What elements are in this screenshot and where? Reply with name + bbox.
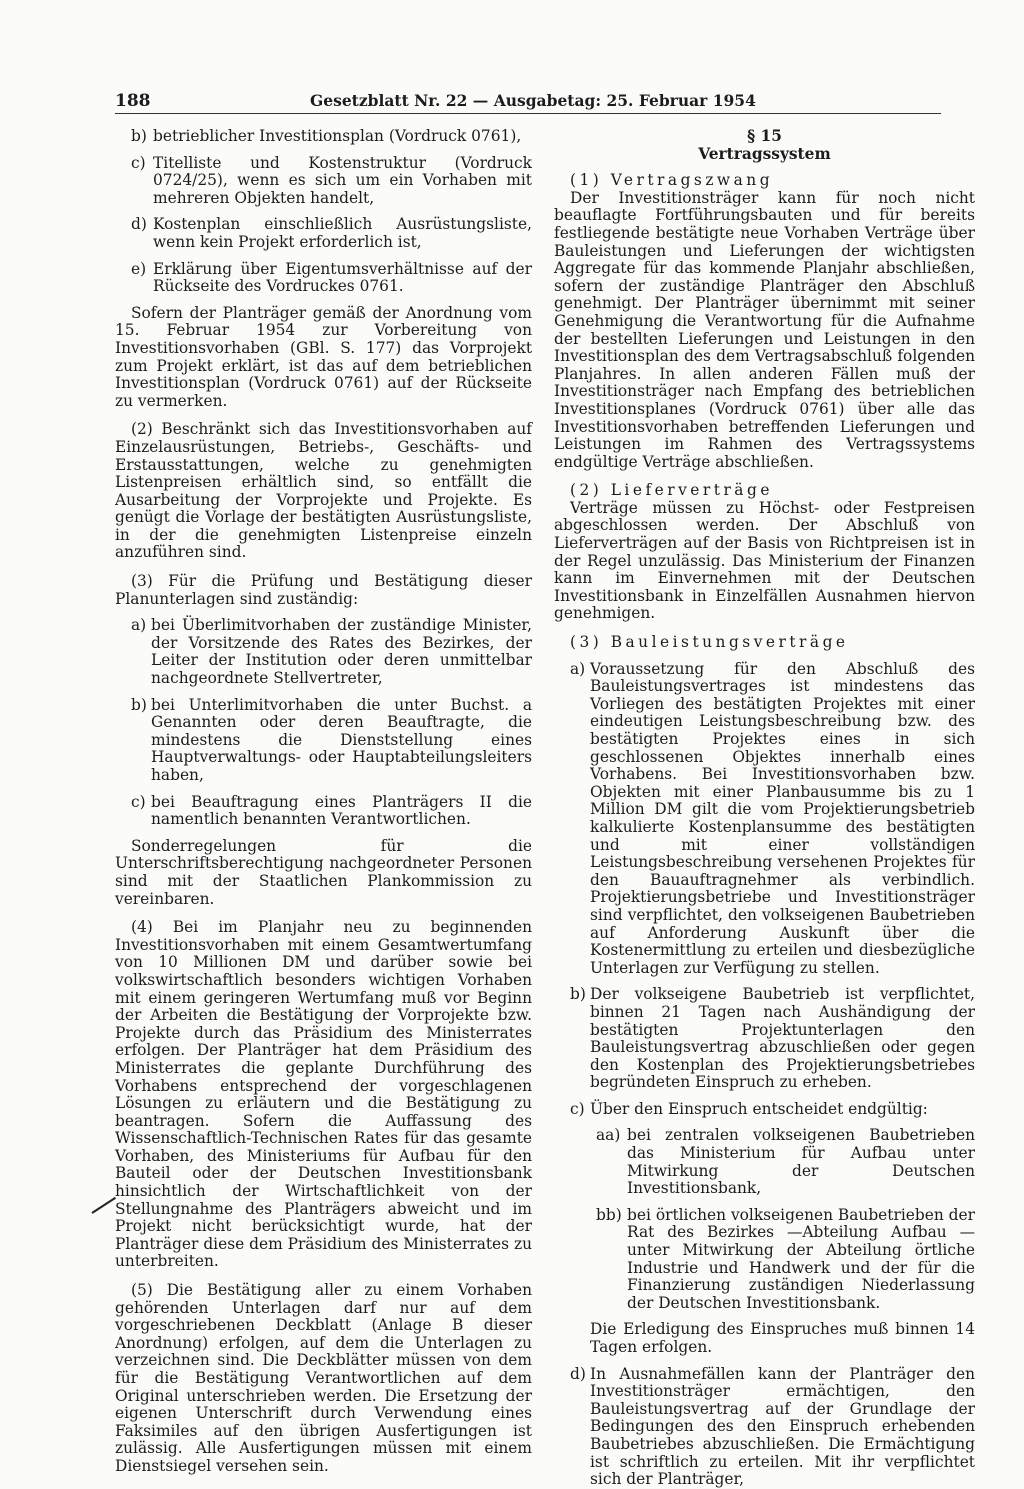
paragraph: Die Erledigung des Einspruches muß binnen 14 Tagen erfolgen.: [590, 1320, 975, 1356]
paragraph: Sonderregelungen für die Unterschriftsberechtigung nachgeordneter Personen sind mit der Staatlichen Plankommission zu vereinbaren.: [115, 836, 532, 908]
subheading: (1) Vertragszwang: [570, 171, 774, 190]
right-column: [554, 128, 975, 1489]
list-item: c) Über den Einspruch entscheidet endgültig:: [570, 1099, 928, 1118]
sub-list-item: bb) bei örtlichen volkseigenen Baubetrieben der Rat des Bezirkes —Abteilung Aufbau — unter Mitwirkung der Abteilung örtliche Industrie und Handwerk und der für die Finanzierung zuständigen Niederlassung der Deutschen Investitionsbank.: [596, 1205, 975, 1312]
paragraph: (5) Die Bestätigung aller zu einem Vorhaben gehörenden Unterlagen darf nur auf dem vorgeschriebenen Deckblatt (Anlage B dieser Anordnung) erfolgen, auf dem die Unterlagen zu verzeichnen sind. Die Deckblätter müssen von dem für die Bestätigung Verantwortlichen auf dem Original unterschrieben werden. Die Ersetzung der eigenen Unterschrift durch Verwendung eines Faksimiles auf den übrigen Ausfertigungen ist zulässig. Alle Ausfertigungen müssen mit einem Dienstsiegel versehen sein.: [115, 1281, 532, 1475]
paragraph: Sofern der Planträger gemäß der Anordnung vom 15. Februar 1954 zur Vorbereitung von Investitionsvorhaben (GBl. S. 177) das Vorprojekt zum Projekt erklärt, ist das auf dem betrieblichen Investitionsplan (Vordruck 0761) auf der Rückseite zu vermerken.: [115, 303, 532, 410]
list-item: a) bei Überlimitvorhaben der zuständige Minister, der Vorsitzende des Rates des Bezirkes, der Leiter der Institution oder deren unmittelbar nachgeordnete Stellvertreter,: [131, 616, 532, 688]
header-rule: [115, 113, 941, 114]
subheading: (2) Lieferverträge: [570, 481, 773, 500]
list-item: a) Voraussetzung für den Abschluß des Bauleistungsvertrages ist mindestens das Vorliegen des bestätigten Projektes mit einer eindeutigen Leistungsbeschreibung bzw. des bestätigten Projektes eines in sich geschlossenen Objektes innerhalb eines Vorhabens. Bei Investitionsvorhaben bzw. Objekten mit einer Planbausumme bis zu 1 Million DM gilt die vom Projektierungsbetrieb kalkulierte Kostenplansumme des bestätigten und mit einer vollständigen Leistungsbeschreibung versehenen Projektes für den Bauauftragnehmer als verbindlich. Projektierungsbetriebe und Investitionsträger sind verpflichtet, den volkseigenen Baubetrieben auf Anforderung Auskunft über die Kostenermittlung zu erteilen und diesbezügliche Unterlagen zur Verfügung zu stellen.: [570, 659, 975, 977]
subheading: (3) Bauleistungsverträge: [570, 633, 849, 652]
paragraph: (2) Beschränkt sich das Investitionsvorhaben auf Einzelausrüstungen, Betriebs-, Geschäfts- und Erstausstattungen, welche zu genehmigten Listenpreisen erhältlich sind, so entfällt die Ausarbeitung der Vorprojekte und Projekte. Es genügt die Vorlage der bestätigten Ausrüstungsliste, in der die genehmigten Listenpreise einzeln anzuführen sind.: [115, 420, 532, 562]
list-item: b) bei Unterlimitvorhaben die unter Buchst. a Genannten oder deren Beauftragte, die mindestens die Dienststellung eines Hauptverwaltungs- oder Hauptabteilungsleiters haben,: [131, 695, 532, 784]
list-item: d) Kostenplan einschließlich Ausrüstungsliste, wenn kein Projekt erforderlich ist,: [131, 215, 532, 251]
section-number: § 15: [747, 127, 782, 145]
list-item: c) Titelliste und Kostenstruktur (Vordruck 0724/25), wenn es sich um ein Vorhaben mit mehreren Objekten handelt,: [131, 153, 532, 207]
list-item: c) bei Beauftragung eines Planträgers II die namentlich benannten Verantwortlichen.: [131, 792, 532, 829]
list-item: d) In Ausnahmefällen kann der Planträger den Investitionsträger ermächtigen, den Bauleistungsvertrag auf der Grundlage der Bedingungen des den Einspruch erhebenden Baubetriebes abzuschließen. Die Ermächtigung ist schriftlich zu erteilen. Mit ihr verpflichtet sich der Planträger,: [570, 1364, 975, 1489]
sub-list-item: aa) bei zentralen volkseigenen Baubetrieben das Ministerium für Aufbau unter Mitwirkung der Deutschen Investitionsbank,: [596, 1126, 975, 1198]
section-title: Vertragssystem: [698, 144, 831, 163]
page-header-title: Gesetzblatt Nr. 22 — Ausgabetag: 25. Februar 1954: [310, 91, 756, 110]
paragraph: (3) Für die Prüfung und Bestätigung dieser Planunterlagen sind zuständig:: [115, 572, 532, 608]
paragraph: Verträge müssen zu Höchst- oder Festpreisen abgeschlossen werden. Der Abschluß von Lieferverträgen auf der Basis von Richtpreisen ist in der Regel unzulässig. Das Ministerium der Finanzen kann im Einvernehmen mit der Deutschen Investitionsbank in Einzelfällen Ausnahmen hiervon genehmigen.: [554, 498, 975, 623]
paragraph: Der Investitionsträger kann für noch nicht beauflagte Fortführungsbauten und für bereits festliegende bestätigte neue Vorhaben Verträge über Bauleistungen und Lieferungen der wichtigsten Aggregate für das kommende Planjahr abschließen, sofern der zuständige Planträger den Abschluß genehmigt. Der Planträger übernimmt mit seiner Genehmigung die Verantwortung für die Aufnahme der bestellten Lieferungen und Leistungen in den Investitionsplan des dem Vertragsabschluß folgenden Planjahres. In allen anderen Fällen muß der Investitionsträger nach Empfang des betrieblichen Investitionsplanes (Vordruck 0761) über alle das Investitionsvorhaben betreffenden Lieferungen und Leistungen im Rahmen des Vertragssystems endgültige Verträge abschließen.: [554, 188, 975, 471]
paragraph: (4) Bei im Planjahr neu zu beginnenden Investitionsvorhaben mit einem Gesamtwertumfang von 10 Millionen DM und darüber sowie bei volkswirtschaftlich besonders wichtigen Vorhaben mit einem geringeren Wertumfang muß vor Beginn der Arbeiten die Bestätigung der Vorprojekte bzw. Projekte durch das Präsidium des Ministerrates erfolgen. Der Planträger hat dem Präsidium des Ministerrates die geplante Durchführung des Vorhabens entsprechend der vorgeschlagenen Lösungen zu erläutern und die Bestätigung zu beantragen. Sofern die Auffassung des Wissenschaftlich-Technischen Rates für das gesamte Vorhaben, des Ministeriums für Aufbau für den Bauteil oder der Deutschen Investitionsbank hinsichtlich der Wirtschaftlichkeit von der Stellungnahme des Planträgers abweicht und im Projekt nicht berücksichtigt wurde, hat der Planträger diese dem Präsidium des Ministerrates zu unterbreiten.: [115, 918, 532, 1271]
page-number: 188: [115, 91, 151, 111]
list-item: b) Der volkseigene Baubetrieb ist verpflichtet, binnen 21 Tagen nach Aushändigung der bestätigten Projektunterlagen den Bauleistungsvertrag abzuschließen oder gegen den Kostenplan des Projektierungsbetriebes begründeten Einspruch zu erheben.: [570, 985, 975, 1092]
list-item: b) betrieblicher Investitionsplan (Vordruck 0761),: [131, 127, 522, 145]
margin-pen-mark: [91, 1197, 116, 1214]
list-item: e) Erklärung über Eigentumsverhältnisse auf der Rückseite des Vordruckes 0761.: [131, 259, 532, 296]
left-column: [115, 128, 532, 1476]
